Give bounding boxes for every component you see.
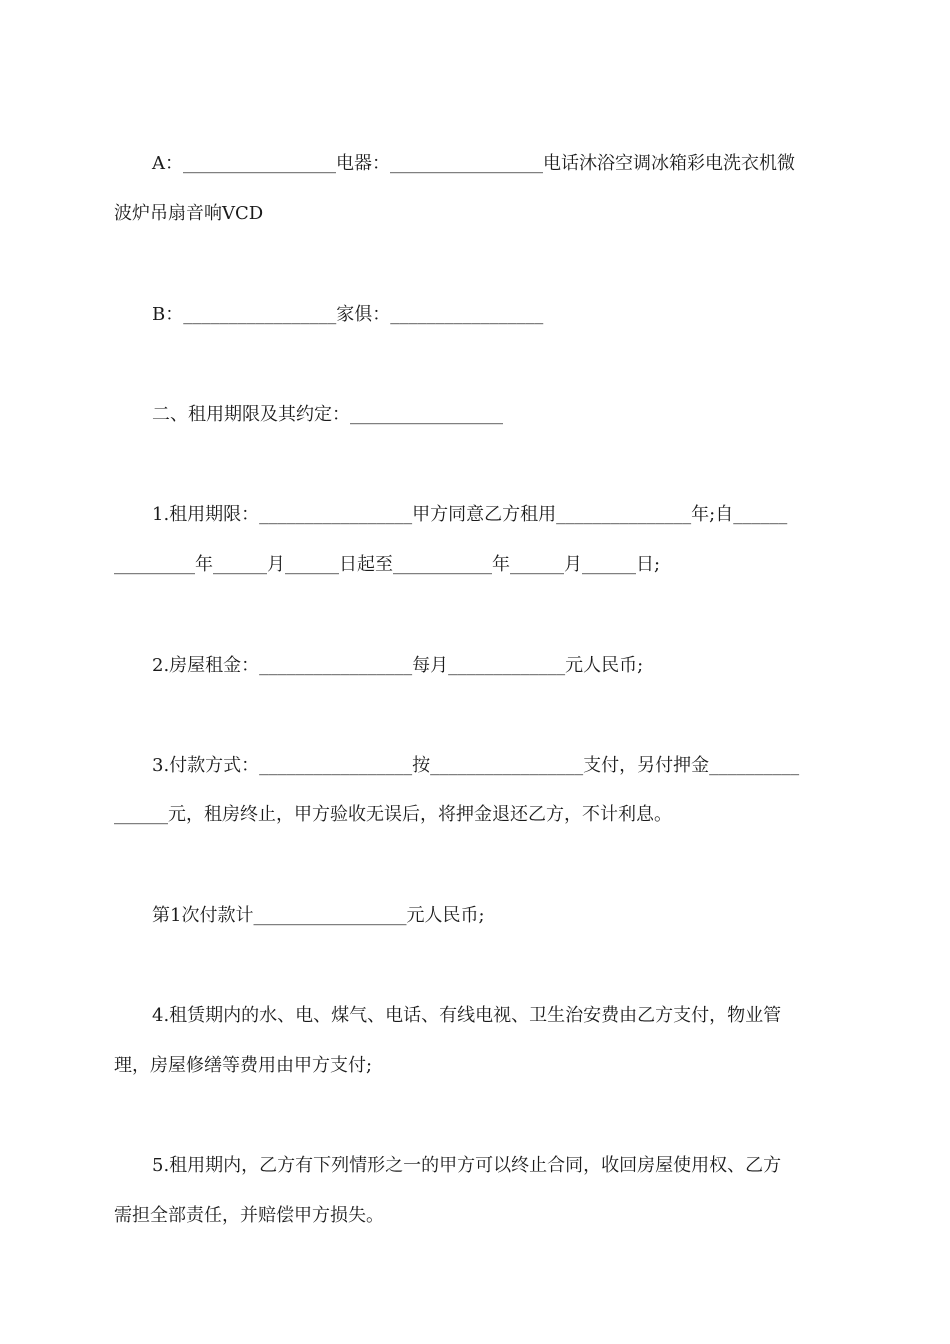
clause-5-line-2: 需担全部责任，并赔偿甲方损失。 [114,1205,384,1226]
text-line-appliances: A：_________________电器：_________________电话沐浴空调冰箱彩电洗衣机微 [152,153,795,174]
clause-3-line-1: 3.付款方式：_________________按_________________支付，另付押金__________ [152,755,800,776]
section-heading-lease-term: 二、租用期限及其约定：_________________ [152,404,503,425]
clause-3-line-2: ______元，租房终止，甲方验收无误后，将押金退还乙方，不计利息。 [114,804,672,825]
clause-4-line-1: 4.租赁期内的水、电、煤气、电话、有线电视、卫生治安费由乙方支付，物业管 [152,1005,782,1026]
clause-1-line-1: 1.租用期限：_________________甲方同意乙方租用_______________年;自______ [152,504,788,525]
clause-1-line-2: _________年______月______日起至___________年______月______日; [114,554,661,575]
clause-2-rent: 2.房屋租金：_________________每月_____________元人民币; [152,655,644,676]
clause-5-line-1: 5.租用期内，乙方有下列情形之一的甲方可以终止合同，收回房屋使用权、乙方 [152,1155,782,1176]
text-line-appliances-cont: 波炉吊扇音响VCD [114,203,264,224]
first-payment-line: 第1次付款计_________________元人民币; [152,905,485,926]
clause-4-line-2: 理，房屋修缮等费用由甲方支付; [114,1055,373,1076]
text-line-furniture: B：_________________家俱：_________________ [152,304,544,325]
